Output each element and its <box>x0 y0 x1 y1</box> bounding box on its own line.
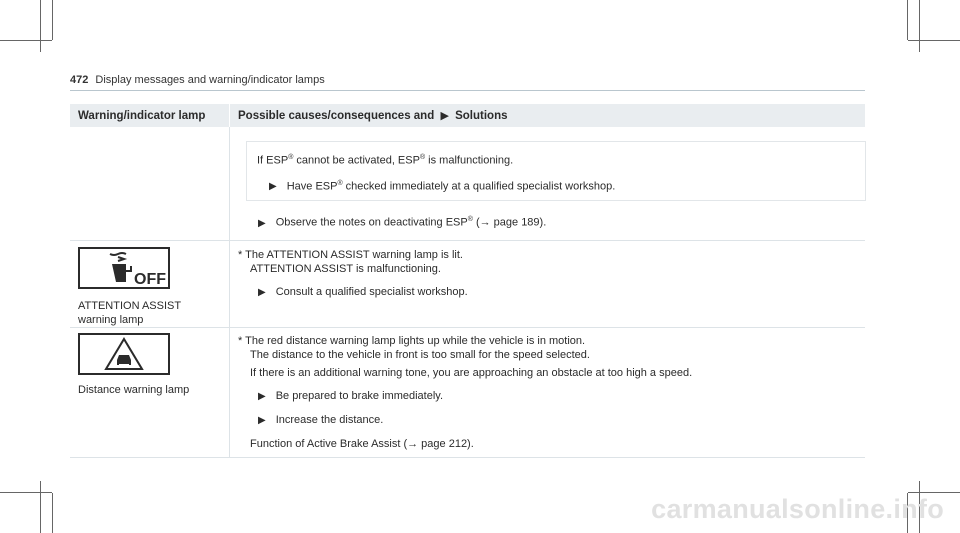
causes-cell <box>230 240 866 327</box>
off-label: OFF <box>134 270 166 288</box>
play-triangle-icon: ▶ <box>258 390 266 402</box>
row-text-line: The distance to the vehicle in front is too small for the speed selected. <box>250 348 590 361</box>
crop-mark <box>0 40 52 41</box>
crop-mark <box>40 481 41 533</box>
table-row <box>70 127 865 240</box>
lamp-cell <box>70 240 230 327</box>
consult-bullet: ▶ Consult a qualified specialist workshop. <box>258 285 468 298</box>
crop-mark <box>0 492 52 493</box>
distance-bullet: ▶ Increase the distance. <box>258 413 384 426</box>
distance-warning-icon <box>78 333 170 375</box>
row-text-line: ATTENTION ASSIST is malfunctioning. <box>250 262 441 275</box>
row-footer-text: Function of Active Brake Assist (→ page 212). <box>250 437 474 450</box>
table-row <box>70 327 865 457</box>
attention-assist-lamp <box>78 247 170 289</box>
causes-cell <box>230 127 866 240</box>
crop-mark <box>919 0 920 52</box>
causes-cell <box>230 327 866 457</box>
row-text-line: If there is an additional warning tone, you are approaching an obstacle at too high a speed. <box>250 366 693 379</box>
lamp-label: Distance warning lamp <box>78 383 190 396</box>
lamp-cell <box>70 127 230 240</box>
play-triangle-icon: ▶ <box>258 217 266 229</box>
warning-lamp-table <box>70 104 865 458</box>
play-triangle-icon: ▶ <box>269 181 277 193</box>
play-triangle-icon: ▶ <box>258 286 266 298</box>
watermark: carmanualsonline.info <box>651 494 944 524</box>
esp-text: If ESP® cannot be activated, ESP® is malfunctioning. <box>257 154 514 167</box>
header-divider <box>70 90 865 91</box>
distance-warning-lamp <box>78 333 170 375</box>
col-header-causes-text: Possible causes/consequences and <box>238 110 435 122</box>
row-text-line: * The ATTENTION ASSIST warning lamp is lit. <box>238 248 463 261</box>
crop-mark <box>52 493 53 533</box>
col-header-solutions-text: Solutions <box>455 110 508 122</box>
play-triangle-icon: ▶ <box>258 414 266 426</box>
table-header-row <box>70 104 865 127</box>
esp-bullet: ▶ Have ESP® checked immediately at a qualified specialist workshop. <box>269 179 616 193</box>
crop-mark <box>40 0 41 52</box>
col-header-causes <box>230 104 866 127</box>
play-triangle-icon: ▶ <box>440 110 449 122</box>
observe-notes-bullet: ▶ Observe the notes on deactivating ESP® (→ page 189). <box>258 216 547 229</box>
brake-bullet: ▶ Be prepared to brake immediately. <box>258 389 444 402</box>
crop-mark <box>908 40 960 41</box>
lamp-cell <box>70 327 230 457</box>
lamp-label: ATTENTION ASSIST warning lamp <box>78 299 181 326</box>
table-row <box>70 240 865 327</box>
attention-assist-icon <box>78 247 170 289</box>
crop-mark <box>52 0 53 40</box>
page-title: Display messages and warning/indicator lamps <box>95 74 325 86</box>
page-number: 472 <box>70 74 89 86</box>
crop-mark <box>908 492 960 493</box>
col-header-lamp: Warning/indicator lamp <box>70 104 230 127</box>
esp-info-box <box>246 141 866 201</box>
row-text-line: * The red distance warning lamp lights up while the vehicle is in motion. <box>238 334 586 347</box>
crop-mark <box>907 0 908 40</box>
page-header <box>70 74 325 86</box>
